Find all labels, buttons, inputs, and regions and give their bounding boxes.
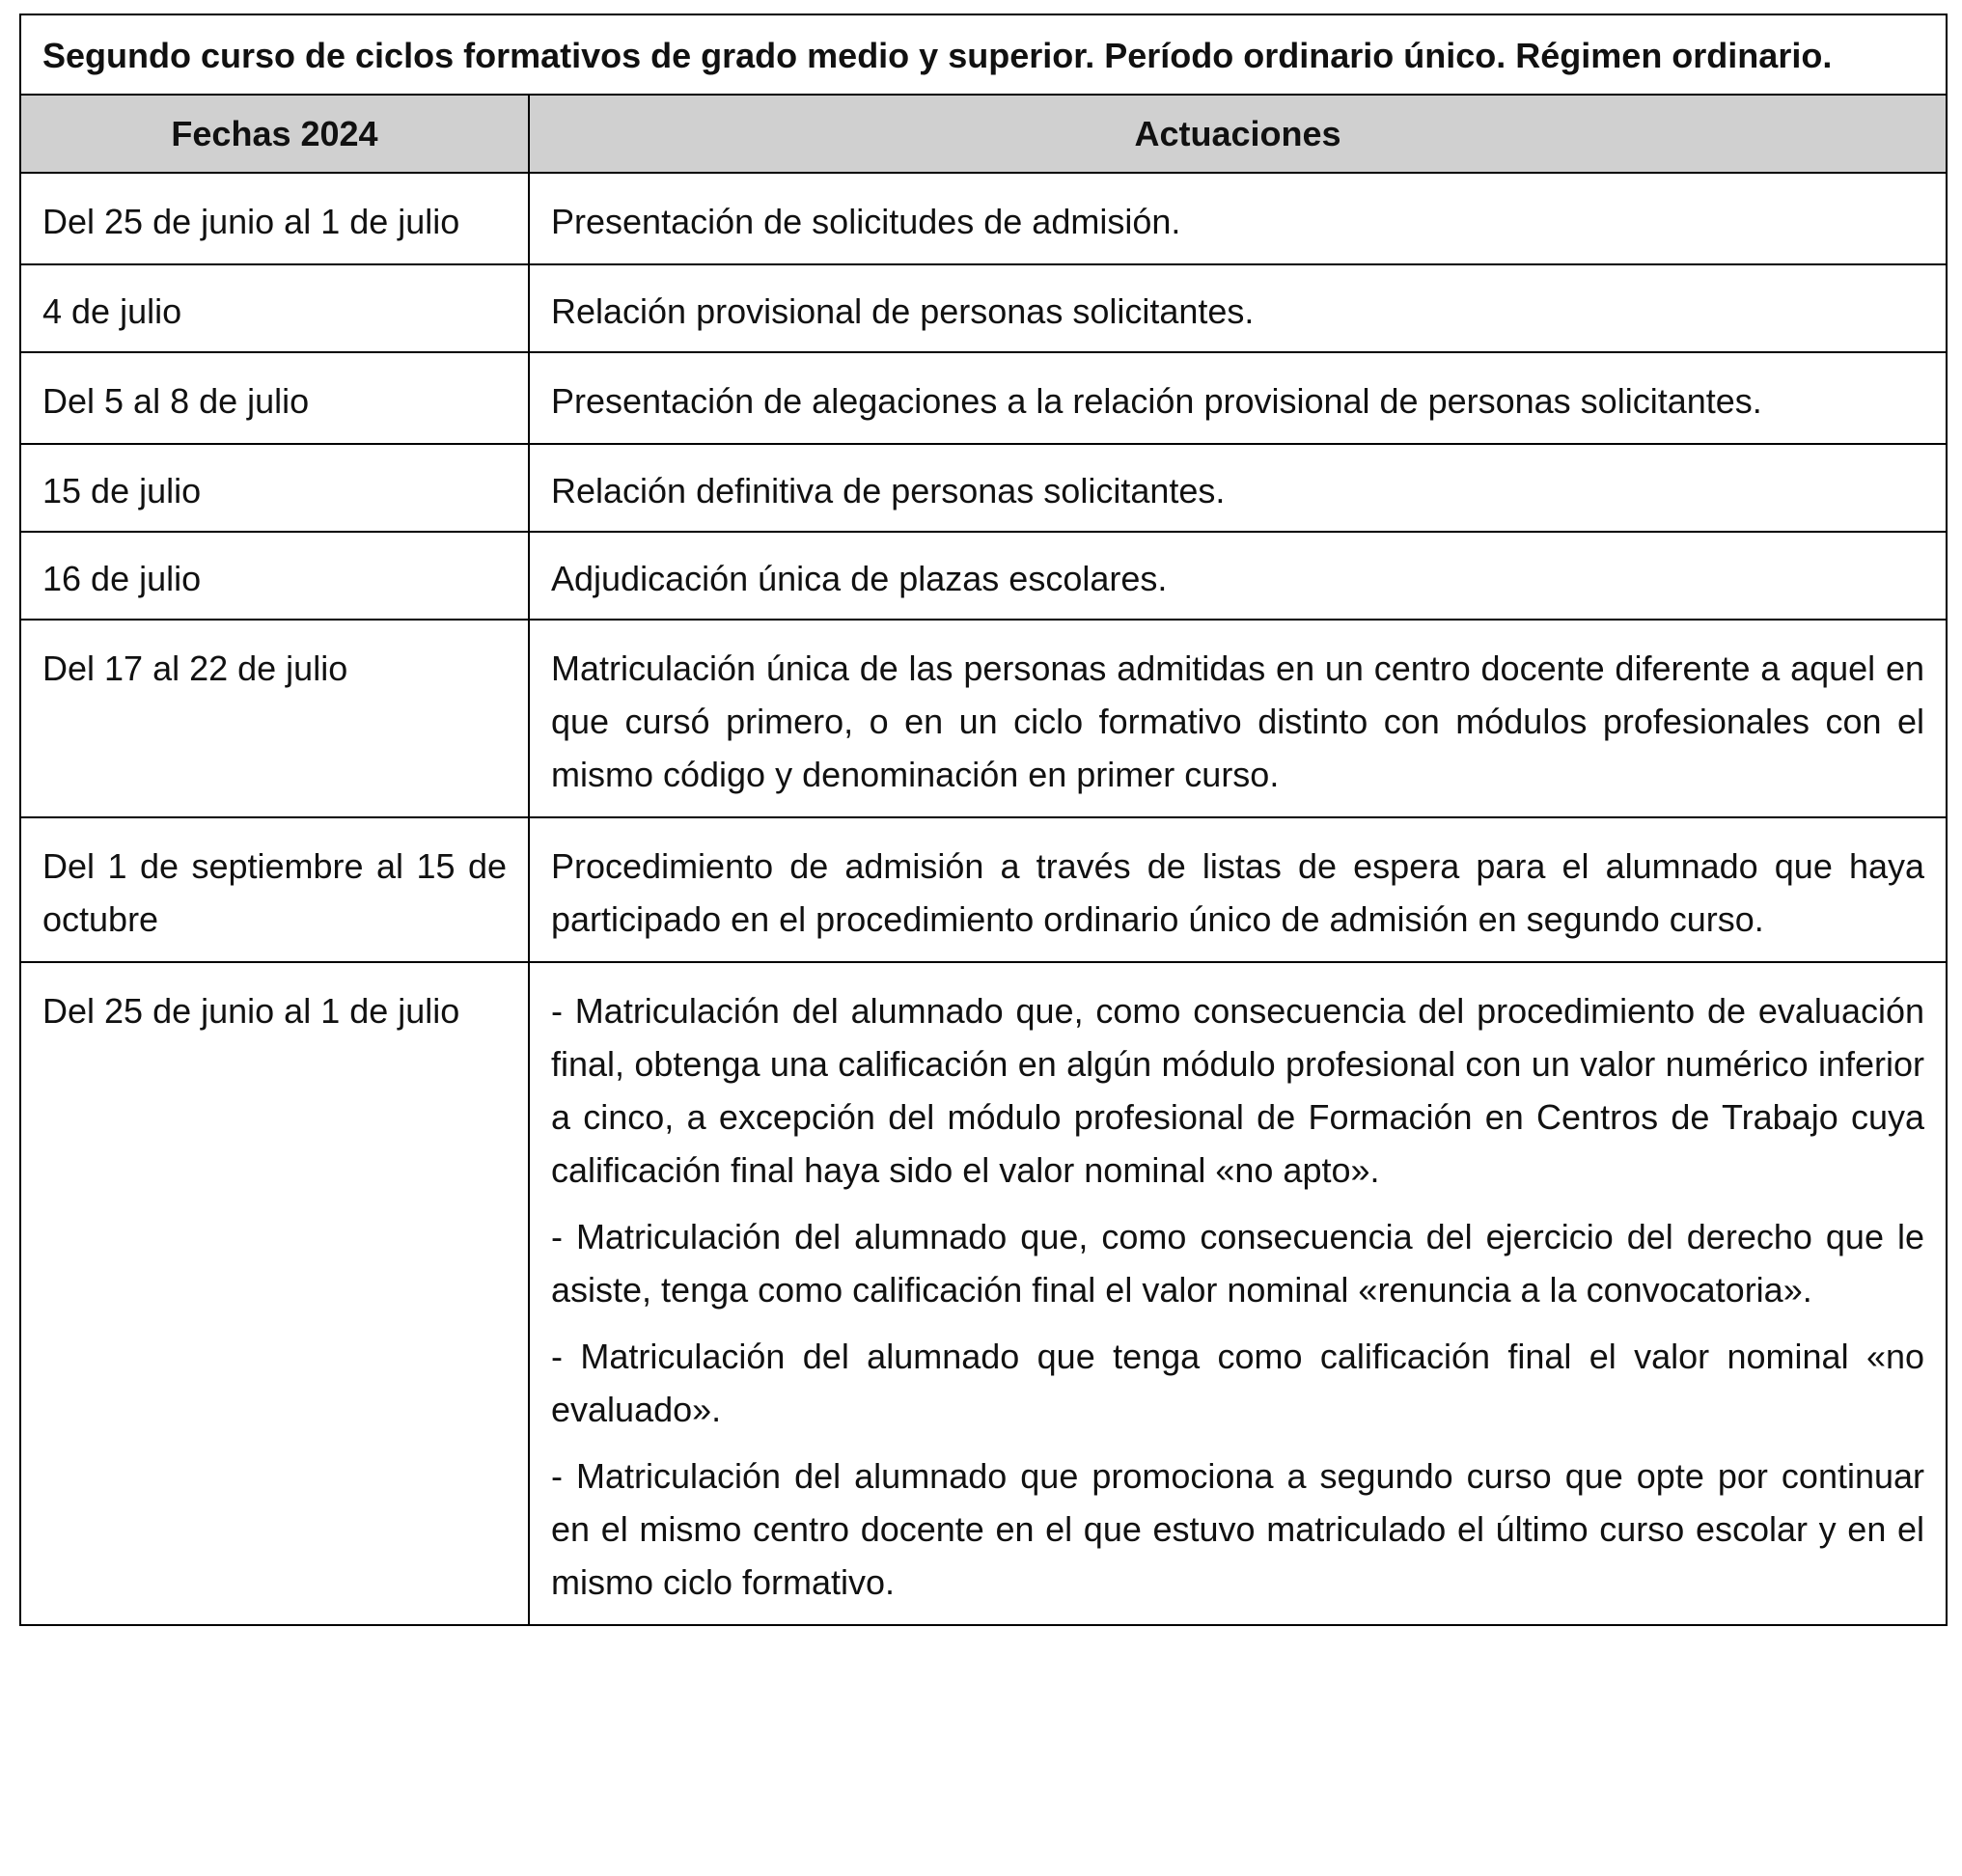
action-text: - Matriculación del alumnado que tenga como calificación final el valor nominal «no evaluado». [551, 1337, 1925, 1429]
action-text: Relación provisional de personas solicitantes. [551, 291, 1255, 331]
table-row [20, 620, 1947, 817]
action-text: - Matriculación del alumnado que, como consecuencia del procedimiento de evaluación final, obtenga una calificación en algún módulo profesional con un valor numérico inferior a cinco, a excepción del módulo profesional de Formación en Centros de Trabajo cuya calificación final haya sido el valor nominal «no apto». [551, 991, 1925, 1190]
date-cell: Del 5 al 8 de julio [20, 352, 529, 444]
action-text: Relación definitiva de personas solicitantes. [551, 471, 1226, 510]
date-cell: 16 de julio [20, 532, 529, 620]
header-actions: Actuaciones [529, 95, 1947, 173]
actions-cell [529, 962, 1947, 1625]
table-row [20, 817, 1947, 962]
action-text: Presentación de solicitudes de admisión. [551, 202, 1181, 241]
actions-cell [529, 532, 1947, 620]
actions-cell [529, 173, 1947, 264]
action-text: - Matriculación del alumnado que promociona a segundo curso que opte por continuar en el mismo centro docente en el que estuvo matriculado el último curso escolar y en el mismo ciclo formativo. [551, 1456, 1925, 1602]
actions-cell [529, 620, 1947, 817]
action-text: Procedimiento de admisión a través de listas de espera para el alumnado que haya participado en el procedimiento ordinario único de admisión en segundo curso. [551, 846, 1925, 939]
table-title: Segundo curso de ciclos formativos de grado medio y superior. Período ordinario único. Régimen ordinario. [20, 14, 1947, 95]
action-text: Adjudicación única de plazas escolares. [551, 559, 1168, 598]
title-row [20, 14, 1947, 95]
action-text: Matriculación única de las personas admitidas en un centro docente diferente a aquel en que cursó primero, o en un ciclo formativo distinto con módulos profesionales con el mismo código y denominación en primer curso. [551, 648, 1925, 794]
action-text: Presentación de alegaciones a la relación provisional de personas solicitantes. [551, 381, 1762, 421]
calendar-table [19, 14, 1948, 1626]
action-text: - Matriculación del alumnado que, como consecuencia del ejercicio del derecho que le asiste, tenga como calificación final el valor nominal «renuncia a la convocatoria». [551, 1217, 1925, 1310]
header-row [20, 95, 1947, 173]
table-row [20, 962, 1947, 1625]
date-cell: Del 1 de septiembre al 15 de octubre [20, 817, 529, 962]
actions-cell [529, 817, 1947, 962]
date-cell: 15 de julio [20, 444, 529, 532]
date-cell: Del 25 de junio al 1 de julio [20, 962, 529, 1625]
date-cell: Del 25 de junio al 1 de julio [20, 173, 529, 264]
table-row [20, 173, 1947, 264]
table-row [20, 352, 1947, 444]
table-row [20, 444, 1947, 532]
date-cell: Del 17 al 22 de julio [20, 620, 529, 817]
actions-cell [529, 264, 1947, 352]
actions-cell [529, 352, 1947, 444]
header-dates: Fechas 2024 [20, 95, 529, 173]
date-cell: 4 de julio [20, 264, 529, 352]
table-row [20, 264, 1947, 352]
table-row [20, 532, 1947, 620]
actions-cell [529, 444, 1947, 532]
